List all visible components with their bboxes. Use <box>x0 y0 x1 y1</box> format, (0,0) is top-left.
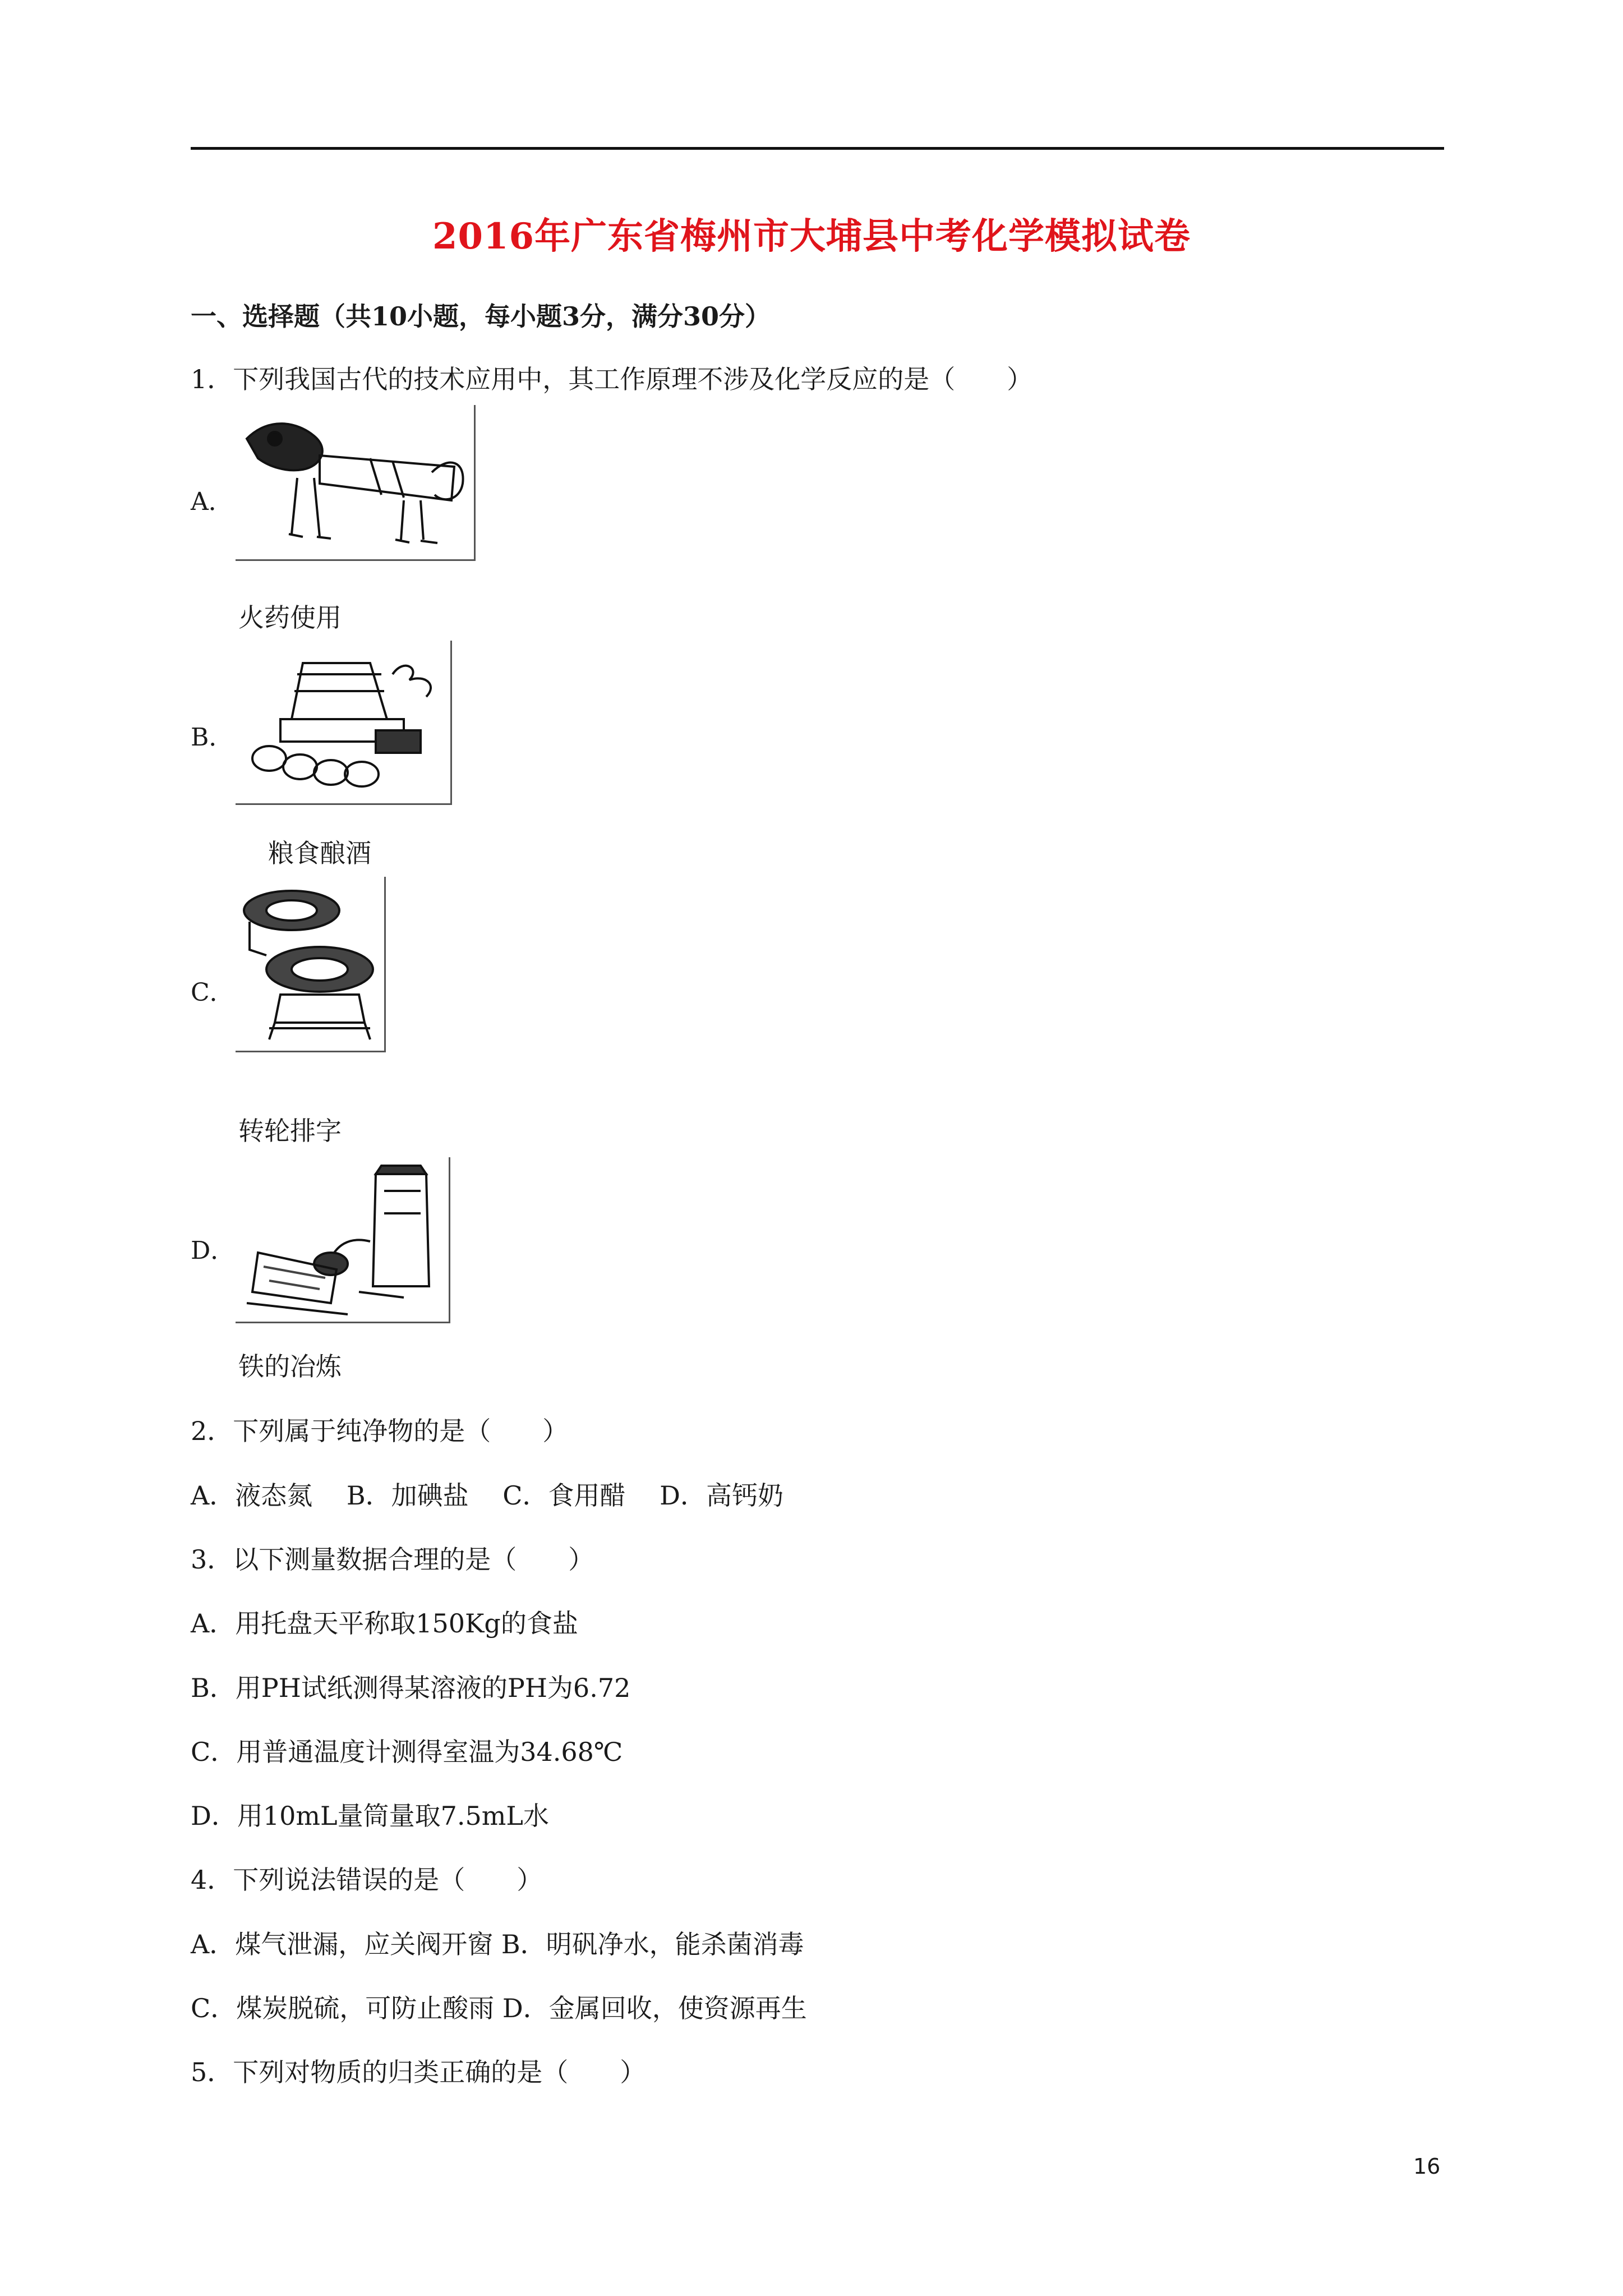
section-heading: 一、选择题（共10小题，每小题3分，满分30分） <box>191 301 771 332</box>
question-3-option-b: B．用PH试纸测得某溶液的PH为6.72 <box>191 1673 631 1703</box>
question-2-options: A．液态氮 B．加碘盐 C．食用醋 D．高钙奶 <box>191 1480 783 1511</box>
header-rule <box>191 147 1444 150</box>
question-3-option-c: C．用普通温度计测得室温为34.68℃ <box>191 1737 623 1767</box>
gunpowder-figure <box>236 405 476 561</box>
q1-option-c-caption: 转轮排字 <box>238 1116 342 1146</box>
q1-option-d-label: D． <box>191 1236 236 1265</box>
question-2-stem: 2．下列属于纯净物的是（ ） <box>191 1416 569 1446</box>
question-1-stem: 1．下列我国古代的技术应用中，其工作原理不涉及化学反应的是（ ） <box>191 364 1033 394</box>
q1-option-a-caption: 火药使用 <box>238 602 342 633</box>
q1-option-b-label: B． <box>191 723 234 752</box>
page-number: 16 <box>1413 2154 1441 2179</box>
q1-option-c-label: C． <box>191 978 234 1007</box>
q1-option-d-caption: 铁的冶炼 <box>238 1351 342 1382</box>
question-4-options-line-1: A．煤气泄漏，应关阀开窗 B．明矾净水，能杀菌消毒 <box>191 1929 804 1959</box>
question-4-options-line-2: C．煤炭脱硫，可防止酸雨 D．金属回收，使资源再生 <box>191 1993 807 2023</box>
question-4-stem: 4．下列说法错误的是（ ） <box>191 1865 543 1895</box>
q1-option-a-label: A． <box>191 487 233 516</box>
page-title: 2016年广东省梅州市大埔县中考化学模拟试卷 <box>432 215 1191 257</box>
question-3-option-d: D．用10mL量筒量取7.5mL水 <box>191 1801 549 1831</box>
q1-option-b-caption: 粮食酿酒 <box>268 838 371 868</box>
iron-smelting-figure <box>236 1157 450 1323</box>
question-3-stem: 3．以下测量数据合理的是（ ） <box>191 1544 594 1575</box>
question-5-stem: 5．下列对物质的归类正确的是（ ） <box>191 2057 646 2087</box>
brewing-figure <box>236 641 452 805</box>
rotary-type-figure <box>236 877 386 1052</box>
question-3-option-a: A．用托盘天平称取150Kg的食盐 <box>191 1608 578 1639</box>
